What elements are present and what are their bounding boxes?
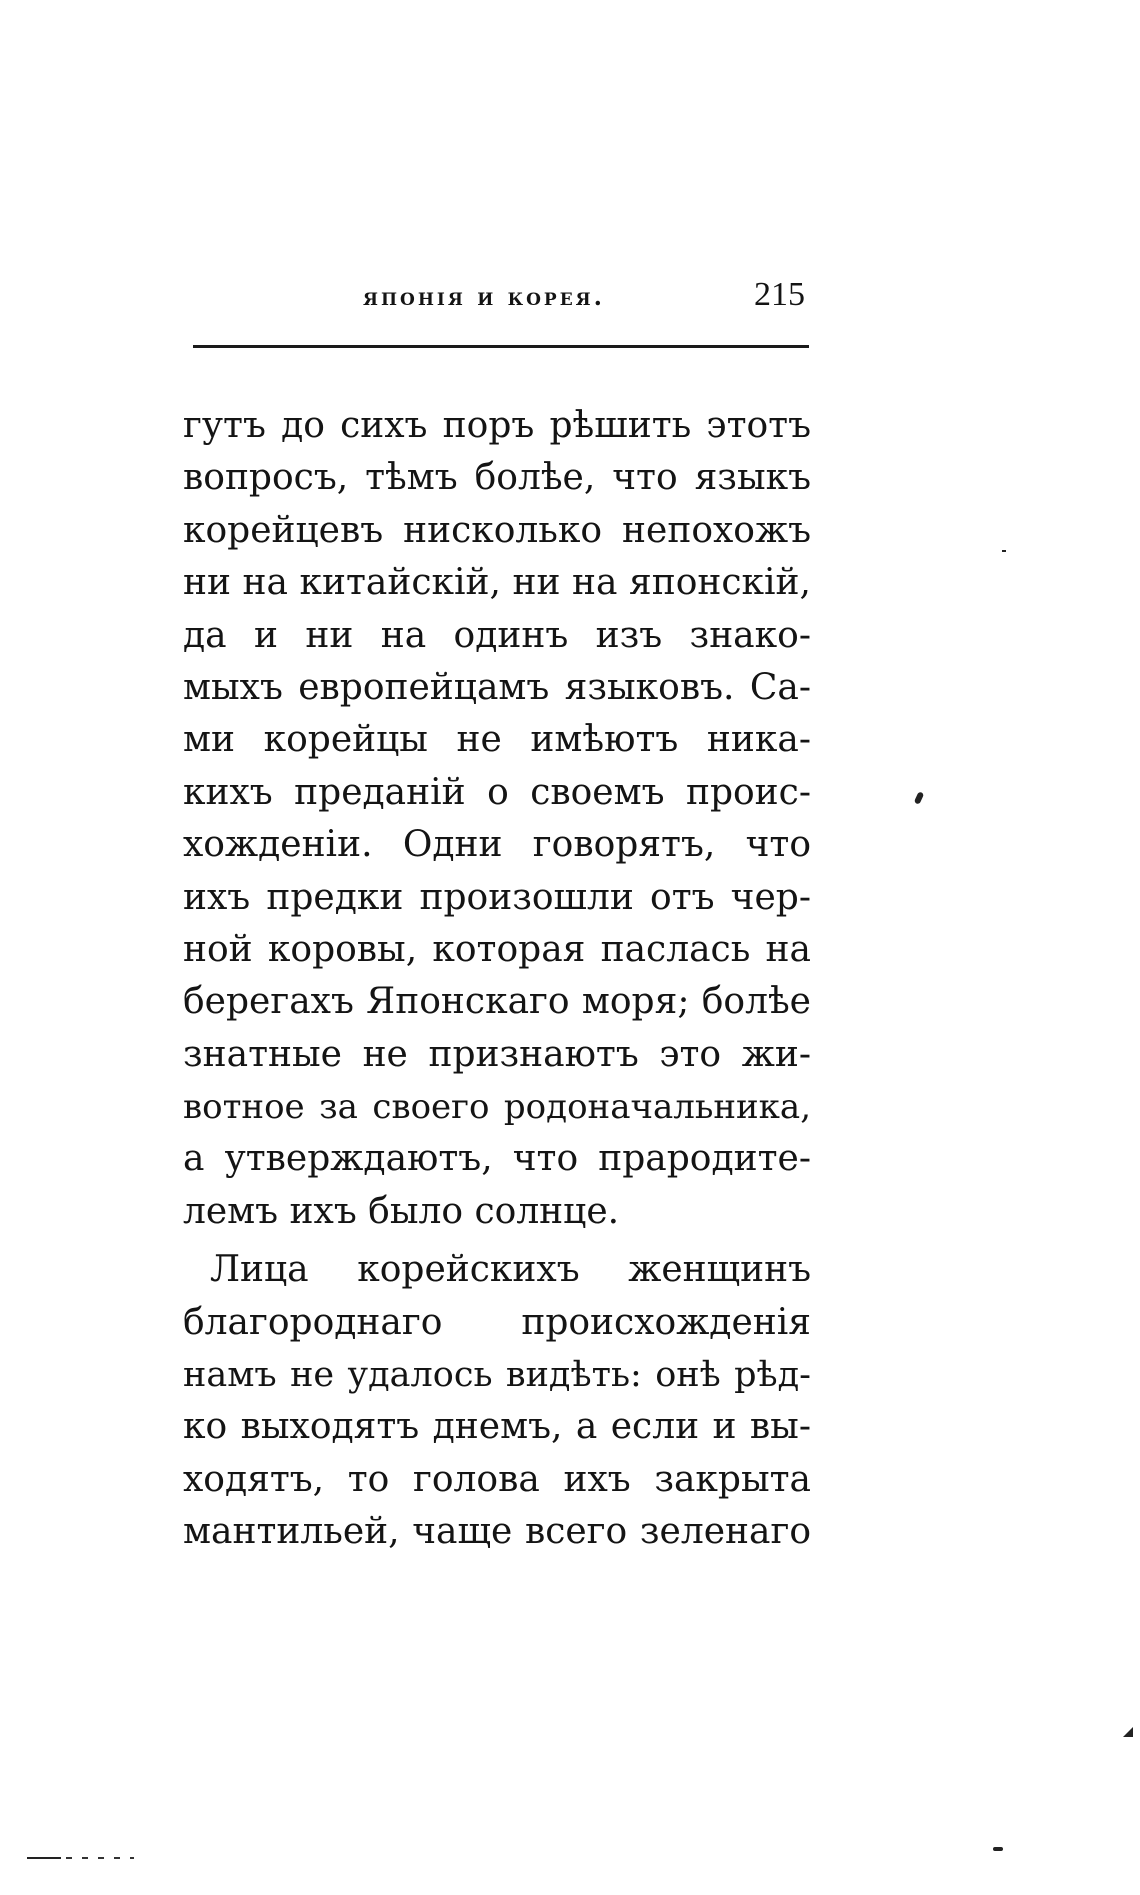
scan-speck: [993, 1847, 1003, 1851]
scan-speck: [914, 791, 925, 804]
page-number: 215: [754, 276, 805, 313]
text-body: [183, 400, 811, 1559]
text-line: лемъ ихъ было солнце.: [183, 1190, 620, 1232]
text-line: знатные не признаютъ это жи-: [183, 1033, 811, 1075]
text-line: ни на китайскій, ни на японскій,: [183, 562, 811, 604]
text-line: а утверждаютъ, что прародите-: [183, 1138, 811, 1180]
text-line: корейцевъ нисколько непохожъ: [183, 509, 811, 551]
text-line: мыхъ европейцамъ языковъ. Са-: [183, 666, 811, 708]
text-line: мантильей, чаще всего зеленаго: [183, 1511, 811, 1553]
running-title: японія и корея.: [363, 282, 605, 311]
text-line: ихъ предки произошли отъ чер-: [183, 876, 811, 918]
text-line: вотное за своего родоначальника,: [183, 1087, 811, 1128]
text-line: Лица корейскихъ женщинъ: [210, 1249, 811, 1291]
text-line: ко выходятъ днемъ, а если и вы-: [183, 1406, 811, 1448]
scan-speck: [66, 1857, 134, 1859]
text-line: берегахъ Японскаго моря; болѣе: [183, 981, 811, 1023]
text-line: намъ не удалось видѣть: онѣ рѣд-: [183, 1355, 811, 1396]
text-line: хожденіи. Одни говорятъ, что: [183, 824, 811, 866]
running-head: [193, 276, 809, 326]
scan-speck: [1002, 550, 1006, 552]
text-line: благороднаго происхожденія: [183, 1301, 811, 1343]
header-rule: [193, 345, 809, 348]
scan-speck: [1123, 1727, 1133, 1737]
scan-speck: [27, 1857, 61, 1859]
text-line: ной коровы, которая паслась на: [183, 928, 811, 970]
text-line: гутъ до сихъ поръ рѣшить этотъ: [183, 405, 811, 446]
text-line: да и ни на одинъ изъ знако-: [183, 614, 811, 656]
text-line: ми корейцы не имѣютъ ника-: [183, 719, 811, 761]
text-line: вопросъ, тѣмъ болѣе, что языкъ: [183, 457, 811, 499]
text-line: кихъ преданій о своемъ проис-: [183, 771, 811, 813]
text-line: ходятъ, то голова ихъ закрыта: [183, 1458, 811, 1500]
